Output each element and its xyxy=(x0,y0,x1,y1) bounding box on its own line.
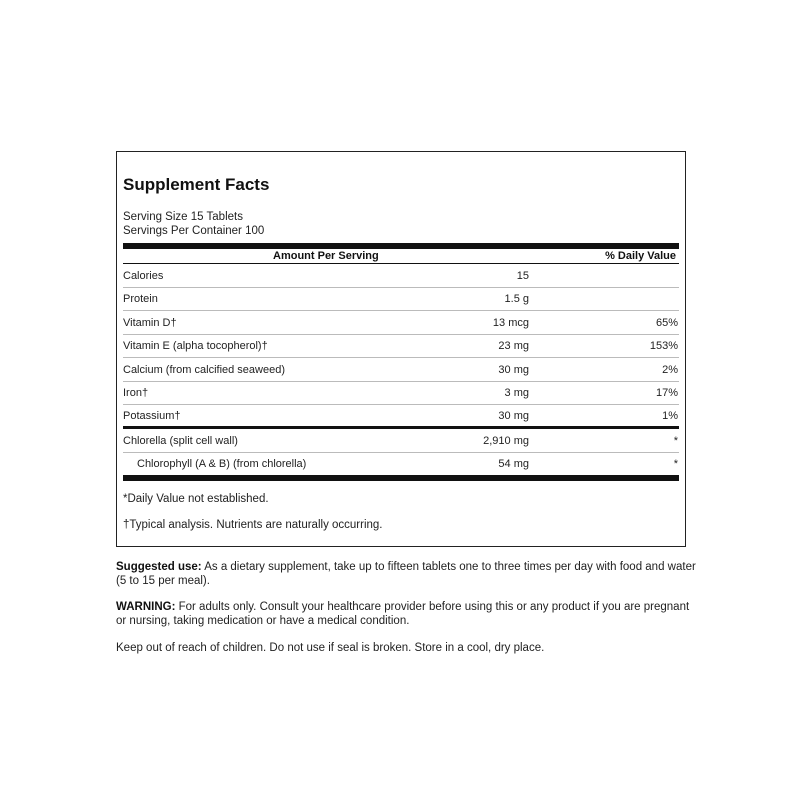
warning-label: WARNING: xyxy=(116,601,176,613)
nutrient-name: Calories xyxy=(123,270,164,282)
table-row xyxy=(123,335,679,358)
suggested-use xyxy=(116,560,696,588)
nutrient-amount: 2,910 mg xyxy=(483,435,529,447)
nutrient-amount: 30 mg xyxy=(498,410,529,423)
nutrient-name: Chlorella (split cell wall) xyxy=(123,435,238,447)
table-row xyxy=(123,405,679,428)
nutrient-name: Protein xyxy=(123,293,158,306)
table-row xyxy=(123,382,679,405)
nutrient-name: Iron† xyxy=(123,387,149,399)
nutrient-daily-value: 65% xyxy=(655,316,678,329)
nutrient-daily-value: * xyxy=(673,435,678,447)
section-divider xyxy=(123,426,679,429)
nutrient-name: Chlorophyll (A & B) (from chlorella) xyxy=(137,458,307,471)
typical-analysis-footnote: †Typical analysis. Nutrients are naturally occurring. xyxy=(123,519,383,531)
header-underline xyxy=(123,263,679,264)
nutrient-name: Potassium† xyxy=(123,410,181,423)
suggested-use-label: Suggested use: xyxy=(116,561,202,573)
daily-value-header: % Daily Value xyxy=(605,250,676,262)
nutrient-name: Calcium (from calcified seaweed) xyxy=(123,363,285,376)
nutrient-amount: 1.5 g xyxy=(504,293,529,306)
suggested-use-text: As a dietary supplement, take up to fifteen tablets one to three times per day with food and water (5 to 15 per meal). xyxy=(116,561,696,587)
bottom-divider xyxy=(123,475,679,481)
nutrient-amount: 30 mg xyxy=(498,363,529,376)
warning xyxy=(116,600,696,628)
warning-text: For adults only. Consult your healthcare provider before using this or any product if you are pregnant or nursing, taking medication or have a medical condition. xyxy=(116,601,690,627)
nutrient-daily-value: * xyxy=(673,458,678,471)
daily-value-footnote: *Daily Value not established. xyxy=(123,493,269,505)
panel-title: Supplement Facts xyxy=(123,175,270,194)
servings-per-container: Servings Per Container 100 xyxy=(123,225,265,237)
table-row xyxy=(123,430,679,453)
table-row xyxy=(123,359,679,382)
amount-per-serving-header: Amount Per Serving xyxy=(273,250,379,262)
serving-size: Serving Size 15 Tablets xyxy=(123,211,243,223)
nutrient-amount: 13 mcg xyxy=(492,316,529,329)
supplement-facts-panel xyxy=(116,151,686,547)
table-row xyxy=(123,265,679,288)
table-row xyxy=(123,288,679,311)
nutrient-daily-value: 1% xyxy=(662,410,678,423)
nutrient-daily-value: 2% xyxy=(662,363,678,376)
nutrient-daily-value: 153% xyxy=(649,340,678,353)
nutrient-amount: 3 mg xyxy=(504,387,529,399)
nutrient-name: Vitamin E (alpha tocopherol)† xyxy=(123,340,268,353)
table-row xyxy=(123,312,679,335)
nutrient-amount: 15 xyxy=(516,270,529,282)
header-divider xyxy=(123,243,679,249)
nutrient-name: Vitamin D† xyxy=(123,316,177,329)
nutrient-daily-value: 17% xyxy=(655,387,678,399)
table-row xyxy=(123,453,679,476)
nutrient-amount: 54 mg xyxy=(498,458,529,471)
nutrient-amount: 23 mg xyxy=(498,340,529,353)
storage-instructions: Keep out of reach of children. Do not use if seal is broken. Store in a cool, dry place. xyxy=(116,642,545,654)
